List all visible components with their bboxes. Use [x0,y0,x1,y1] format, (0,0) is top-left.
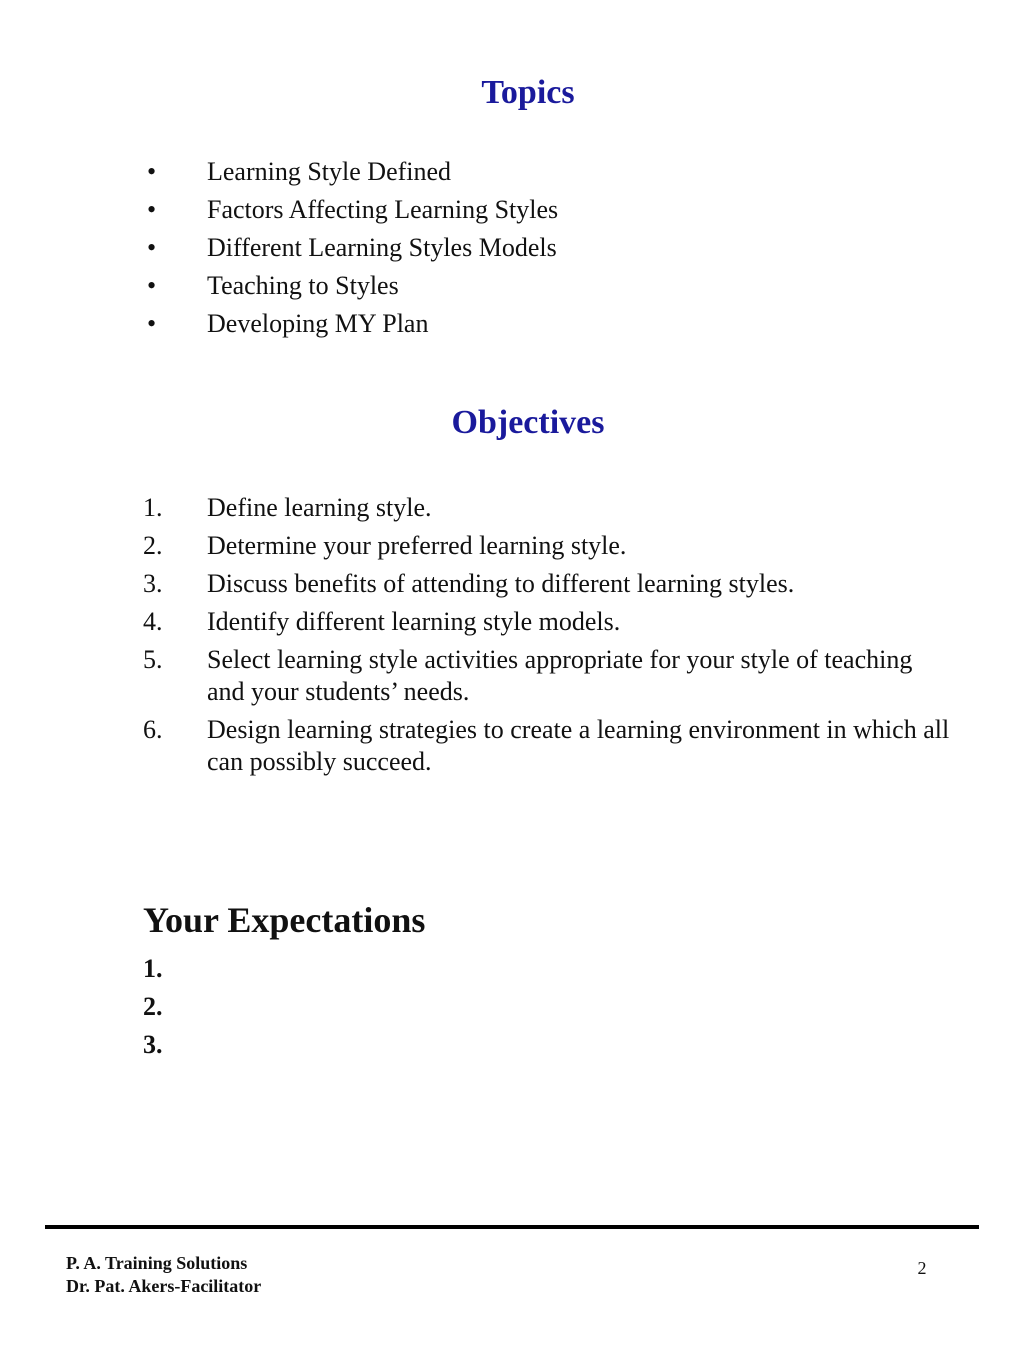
item-number: 2. [143,531,163,560]
topics-heading: Topics [481,74,575,111]
list-item [143,308,953,346]
list-item [143,194,953,232]
objective-text: Select learning style activities appropriate for your style of teaching and your students’ needs. [207,645,913,706]
expectation-number: 3. [143,1030,163,1059]
footer-divider [45,1225,979,1229]
topic-text: Factors Affecting Learning Styles [207,195,559,224]
list-item [143,644,953,708]
objective-text: Design learning strategies to create a learning environment in which all can possibly succeed. [207,715,950,776]
list-item [143,568,953,600]
item-number: 4. [143,607,163,636]
expectation-number: 1. [143,954,163,983]
topic-text: Teaching to Styles [207,271,399,300]
expectation-number: 2. [143,992,163,1021]
bullet-icon: • [147,157,157,186]
expectations-heading: Your Expectations [143,900,426,940]
list-item [143,492,953,524]
facilitator-name: Dr. Pat. Akers-Facilitator [66,1276,262,1296]
list-item [143,606,953,638]
list-item [143,232,953,270]
topic-text: Developing MY Plan [207,309,429,338]
bullet-icon: • [147,309,157,338]
topics-list [143,156,953,346]
list-item [143,530,953,562]
objective-text: Define learning style. [207,493,432,522]
objective-text: Discuss benefits of attending to different learning styles. [207,569,795,598]
organization-name: P. A. Training Solutions [66,1253,248,1273]
bullet-icon: • [147,271,157,300]
item-number: 3. [143,569,163,598]
page-number: 2 [917,1258,927,1278]
objectives-list [143,492,953,784]
list-item [143,270,953,308]
footer-organization [66,1252,261,1298]
bullet-icon: • [147,233,157,262]
item-number: 6. [143,715,163,744]
list-item [143,156,953,194]
item-number: 5. [143,645,163,674]
objective-text: Determine your preferred learning style. [207,531,627,560]
expectations-list [143,950,163,1064]
objectives-heading: Objectives [451,404,605,441]
objective-text: Identify different learning style models. [207,607,621,636]
topic-text: Learning Style Defined [207,157,452,186]
item-number: 1. [143,493,163,522]
topic-text: Different Learning Styles Models [207,233,557,262]
list-item [143,714,953,778]
bullet-icon: • [147,195,157,224]
